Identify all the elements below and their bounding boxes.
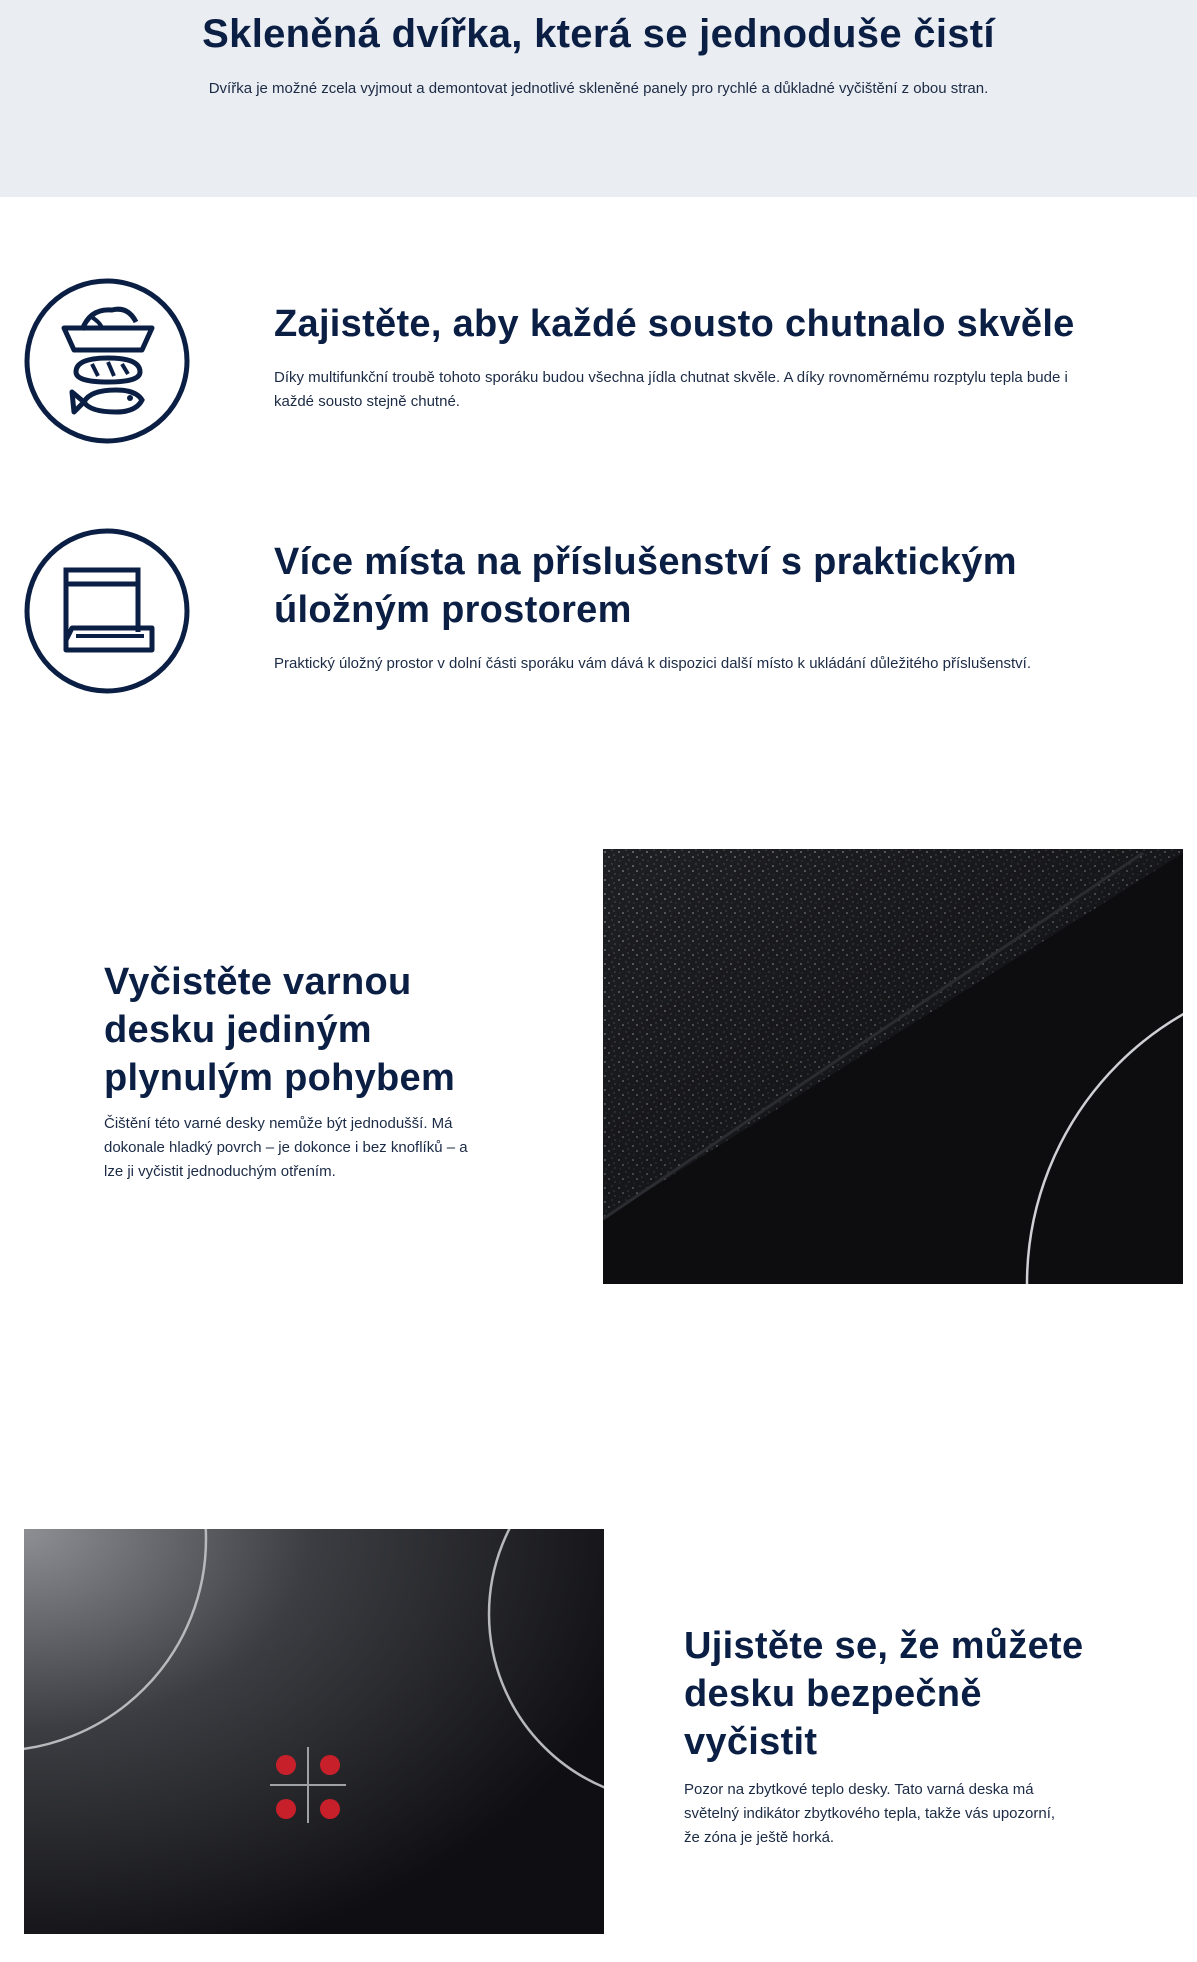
split1-text-line3: lze ji vyčistit jednoduchým otřením. xyxy=(104,1163,336,1180)
feature-title-storage-line2: úložným prostorem xyxy=(274,589,632,631)
split1-title-line2: desku jediným xyxy=(104,1009,372,1051)
feature-text-storage: Praktický úložný prostor v dolní části sporáku vám dává k dispozici další místo k ukládání důležitého příslušenství. xyxy=(274,655,1032,672)
split2-title-line3: vyčistit xyxy=(684,1721,818,1763)
split1-title-line3: plynulým pohybem xyxy=(104,1057,456,1099)
hero-section xyxy=(0,0,1197,197)
baking-food-icon xyxy=(24,278,190,444)
split2-text-line3: že zóna je ještě horká. xyxy=(684,1829,835,1846)
storage-drawer-icon xyxy=(24,528,190,694)
split2-text-line2: světelný indikátor zbytkového tepla, takže vás upozorní, xyxy=(684,1805,1056,1822)
split2-title-line2: desku bezpečně xyxy=(684,1673,982,1715)
feature-text-taste-line1: Díky multifunkční troubě tohoto sporáku budou všechna jídla chutnat skvěle. A díky rovnoměrnému rozptylu tepla bude i xyxy=(274,369,1068,386)
hero-title: Skleněná dvířka, která se jednoduše čistí xyxy=(202,12,995,56)
hero-subtitle: Dvířka je možné zcela vyjmout a demontovat jednotlivé skleněné panely pro rychlé a důkladné vyčištění z obou stran. xyxy=(208,80,989,97)
feature-text-taste-line2: každé sousto stejně chutné. xyxy=(274,393,460,410)
feature-title-storage-line1: Více místa na příslušenství s praktickým xyxy=(274,541,1017,583)
split2-text-line1: Pozor na zbytkové teplo desky. Tato varná deska má xyxy=(684,1781,1034,1798)
split1-text-line1: Čištění této varné desky nemůže být jednodušší. Má xyxy=(104,1115,453,1132)
glass-hob-surface-photo xyxy=(603,849,1183,1284)
split2-title-line1: Ujistěte se, že můžete xyxy=(684,1625,1084,1667)
split1-text-line2: dokonale hladký povrch – je dokonce i bez knoflíků – a xyxy=(104,1139,468,1156)
hob-residual-heat-indicator-photo xyxy=(24,1529,604,1934)
feature-title-taste: Zajistěte, aby každé sousto chutnalo skvěle xyxy=(274,303,1075,345)
split1-title-line1: Vyčistěte varnou xyxy=(104,961,412,1003)
